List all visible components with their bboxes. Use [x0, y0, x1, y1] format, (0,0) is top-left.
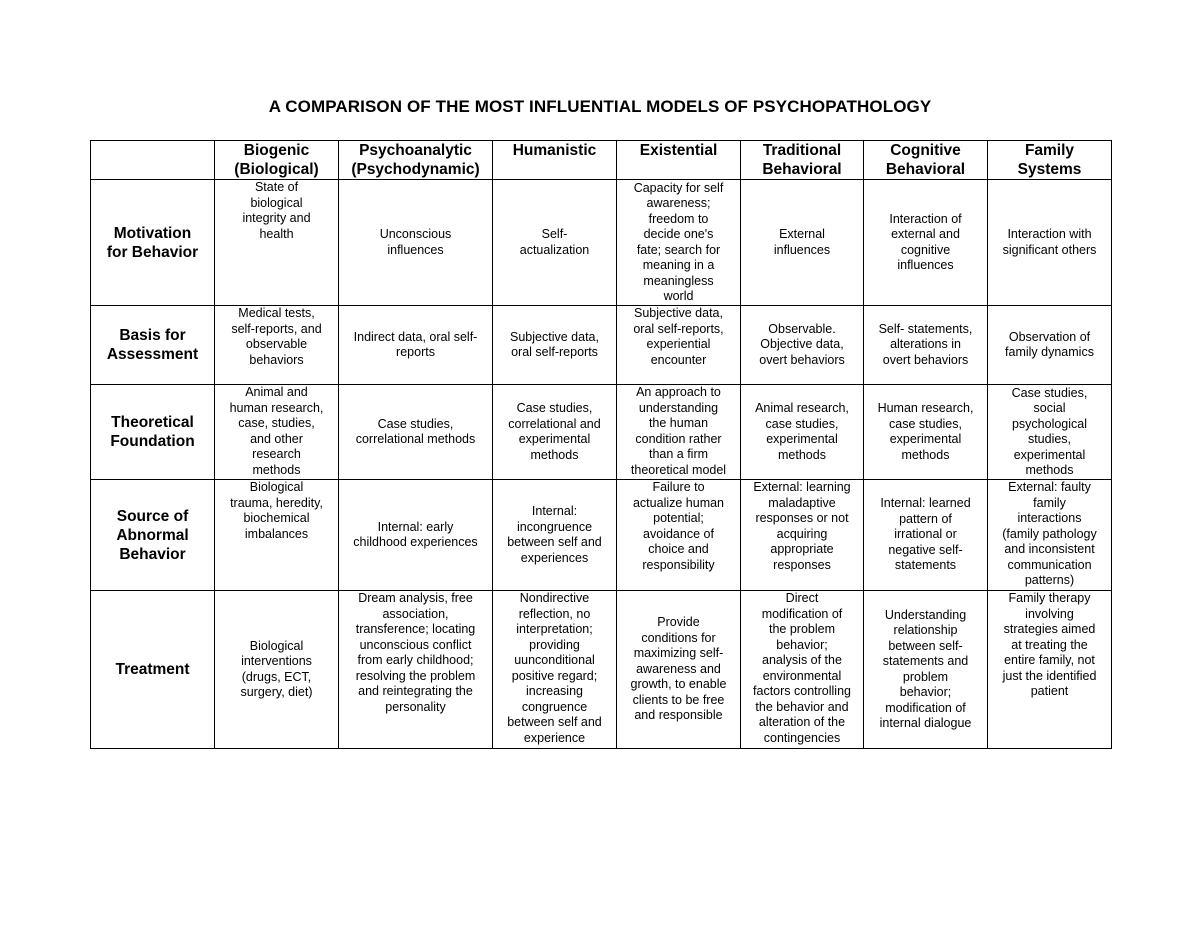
table-cell: External: faulty family interactions (family pathology and inconsistent communication patterns) [988, 480, 1112, 591]
table-cell: Observation of family dynamics [988, 306, 1112, 385]
table-cell: Human research, case studies, experimental methods [864, 385, 988, 480]
header-row [91, 141, 1112, 180]
table-cell: Observable. Objective data, overt behaviors [741, 306, 864, 385]
row-treatment [91, 591, 1112, 749]
table-cell: Case studies, correlational methods [339, 385, 493, 480]
row-header-foundation: Theoretical Foundation [91, 385, 215, 480]
table-cell: Subjective data, oral self-reports, experiential encounter [617, 306, 741, 385]
table-cell: Interaction with significant others [988, 180, 1112, 306]
table-cell: Unconscious influences [339, 180, 493, 306]
table-cell: An approach to understanding the human condition rather than a firm theoretical model [617, 385, 741, 480]
comparison-table [90, 140, 1112, 749]
row-motivation [91, 180, 1112, 306]
table-cell: State of biological integrity and health [215, 180, 339, 306]
table-cell: Dream analysis, free association, transference; locating unconscious conflict from early childhood; resolving the problem and reintegrating the personality [339, 591, 493, 749]
table-cell: Capacity for self awareness; freedom to decide one's fate; search for meaning in a meaningless world [617, 180, 741, 306]
table-cell: Indirect data, oral self- reports [339, 306, 493, 385]
column-header-biogenic: Biogenic (Biological) [215, 141, 339, 180]
row-assessment [91, 306, 1112, 385]
table-cell: Failure to actualize human potential; avoidance of choice and responsibility [617, 480, 741, 591]
table-cell: Provide conditions for maximizing self- awareness and growth, to enable clients to be free and responsible [617, 591, 741, 749]
table-cell: Biological interventions (drugs, ECT, surgery, diet) [215, 591, 339, 749]
table-cell: Biological trauma, heredity, biochemical imbalances [215, 480, 339, 591]
column-header-family-systems: Family Systems [988, 141, 1112, 180]
table-cell: Internal: learned pattern of irrational or negative self- statements [864, 480, 988, 591]
row-header-assessment: Basis for Assessment [91, 306, 215, 385]
table-cell: Understanding relationship between self- statements and problem behavior; modification of internal dialogue [864, 591, 988, 749]
table-cell: Animal research, case studies, experimental methods [741, 385, 864, 480]
table-cell: Medical tests, self-reports, and observable behaviors [215, 306, 339, 385]
column-header-cognitive-behavioral: Cognitive Behavioral [864, 141, 988, 180]
table-cell: Case studies, social psychological studies, experimental methods [988, 385, 1112, 480]
table-cell: Self- actualization [493, 180, 617, 306]
document-title: A COMPARISON OF THE MOST INFLUENTIAL MODELS OF PSYCHOPATHOLOGY [268, 97, 932, 116]
table-cell: Self- statements, alterations in overt behaviors [864, 306, 988, 385]
table-cell: Internal: incongruence between self and experiences [493, 480, 617, 591]
row-header-treatment: Treatment [91, 591, 215, 749]
row-header-source: Source of Abnormal Behavior [91, 480, 215, 591]
table-cell: External: learning maladaptive responses or not acquiring appropriate responses [741, 480, 864, 591]
column-header-humanistic: Humanistic [493, 141, 617, 180]
table-cell: Family therapy involving strategies aimed at treating the entire family, not just the identified patient [988, 591, 1112, 749]
table-cell: Case studies, correlational and experimental methods [493, 385, 617, 480]
corner-cell [91, 141, 215, 180]
table-cell: Nondirective reflection, no interpretation; providing uunconditional positive regard; increasing congruence between self and experience [493, 591, 617, 749]
column-header-existential: Existential [617, 141, 741, 180]
table-cell: Internal: early childhood experiences [339, 480, 493, 591]
column-header-traditional-behavioral: Traditional Behavioral [741, 141, 864, 180]
row-source [91, 480, 1112, 591]
table-cell: Animal and human research, case, studies, and other research methods [215, 385, 339, 480]
row-header-motivation: Motivation for Behavior [91, 180, 215, 306]
table-cell: Subjective data, oral self-reports [493, 306, 617, 385]
table-cell: Direct modification of the problem behavior; analysis of the environmental factors controlling the behavior and alteration of the contingencies [741, 591, 864, 749]
table-cell: External influences [741, 180, 864, 306]
column-header-psychoanalytic: Psychoanalytic (Psychodynamic) [339, 141, 493, 180]
table-cell: Interaction of external and cognitive influences [864, 180, 988, 306]
row-foundation [91, 385, 1112, 480]
